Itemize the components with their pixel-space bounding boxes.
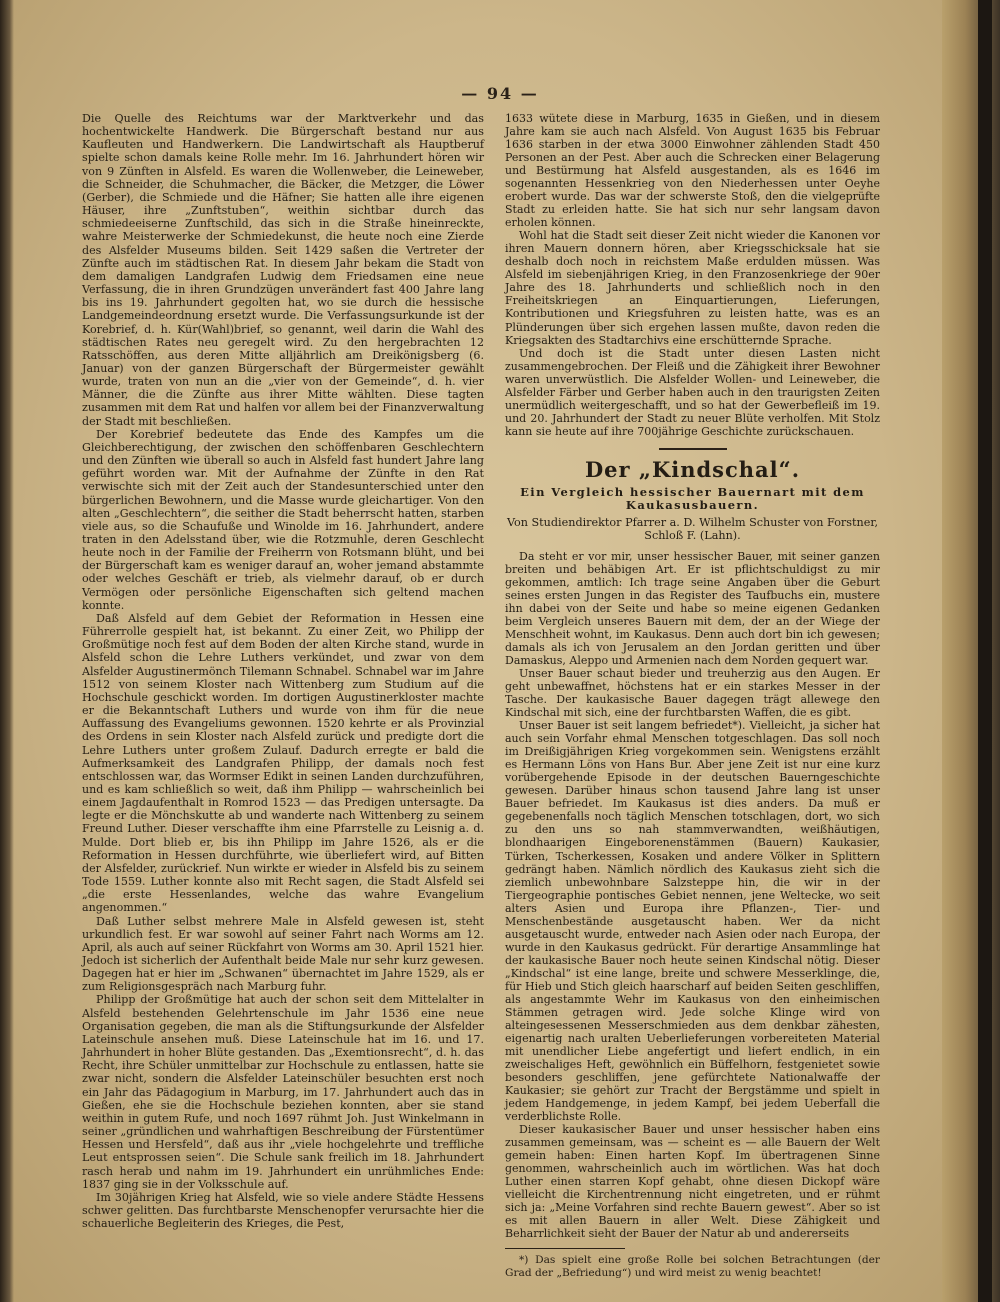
article-author: Von Studiendirektor Pfarrer a. D. Wilhelm Schuster von Forstner, Schloß F. (Lahn). bbox=[506, 515, 879, 543]
article-paragraph: Unser Bauer ist seit langem befriedet*). Vielleicht, ja sicher hat auch sein Vorfahr ehmal Menschen totgeschlagen. Das soll noch im Dreißigjährigen Krieg vorgekommen sein. Wenigstens erzählt es Hermann Löns von Hans Bur. Aber jene Zeit ist nur eine kurz vorübergehende Episode in der deutschen Bauerngeschichte gewesen. Darüber hinaus schon tausend Jahre lang ist unser Bauer befriedet. Im Kaukasus ist dies anders. Da muß er gegebenenfalls noch täglich Menschen totschlagen, dort, wo sich zu den uns so nah stammverwandten, weißhäutigen, blondhaarigen Eingeborenenstämmen (Bauern) Kaukasier, Türken, Tscherkessen, Kosaken und andere Völker in Splittern gedrängt haben. Nämlich nördlich des Kaukasus zieht sich die ziemlich unbewohnbare Salzsteppe hin, die wir in der Tiergeographie pontisches Gebiet nennen, jene Weltecke, wo seit alters Asien und Europa ihre Pflanzen-, Tier- und Menschenbestände ausgetauscht haben. Wer da nicht ausgetauscht wurde, entweder nach Asien oder nach Europa, der wurde in den Kaukasus gedrückt. Für derartige Ansammlinge hat der kaukasische Bauer noch heute seinen Kindschal nötig. Dieser „Kindschal“ ist eine lange, breite und schwere Messerklinge, die, für Hieb und Stich gleich haarscharf auf beiden Seiten geschliffen, als angestammte Wehr im Kaukasus von den einheimischen Stämmen getragen wird. Jede solche Klinge wird von alteingesessenen Messerschmieden aus dem denkbar zähesten, eigenartig nach uralten Ueberlieferungen vorbereiteten Material mit unendlicher Liebe angefertigt und liefert endlich, in ein zweischaliges Heft, gewöhnlich ein Büffelhorn, festgenietet sowie besonders geschliffen, jene gefürchtete Nationalwaffe der Kaukasier; sie gehört zur Tracht der Bergstämme und spielt in jedem Handgemenge, in jedem Kampf, bei jedem Ueberfall die verderblichste Rolle. bbox=[505, 719, 880, 1124]
right-column bbox=[505, 112, 880, 1280]
article-paragraph: Unser Bauer schaut bieder und treuherzig aus den Augen. Er geht unbewaffnet, höchstens hat er ein starkes Messer in der Tasche. Der kaukasische Bauer dagegen trägt allewege den Kindschal mit sich, eine der furchtbarsten Waffen, die es gibt. bbox=[505, 667, 880, 720]
left-column bbox=[82, 112, 484, 1230]
article-paragraph: Da steht er vor mir, unser hessischer Bauer, mit seiner ganzen breiten und behäbigen Art. Er ist pflichtschuldigst zu mir gekommen, amtlich: Ich trage seine Angaben über die Geburt seines ersten Jungen in das Register des Taufbuchs ein, mustere ihn dabei von der Seite und habe so meine eigenen Gedanken beim Vergleich unseres Bauern mit dem, der an der Wiege der Menschheit wohnt, im Kaukasus. Denn auch dort bin ich gewesen; damals als ich von Jerusalem an den Jordan geritten und über Damaskus, Aleppo und Armenien nach dem Norden gequert war. bbox=[505, 549, 880, 668]
paragraph: Wohl hat die Stadt seit dieser Zeit nicht wieder die Kanonen vor ihren Mauern donnern hören, aber Kriegsschicksale hat sie deshalb doch noch in reichstem Maße erdulden müssen. Was Alsfeld im siebenjährigen Krieg, in den Franzosenkriege der 90er Jahre des 18. Jahrhunderts und schließlich noch in den Freiheitskriegen an Einquartierungen, Lieferungen, Kontributionen und Kriegsfuhren zu leisten hatte, was es an Plünderungen über sich ergehen lassen mußte, davon reden die Kriegsakten des Stadtarchivs eine erschütternde Sprache. bbox=[505, 229, 880, 347]
page-binding-shadow bbox=[0, 0, 14, 1302]
article-separator-rule bbox=[659, 448, 727, 450]
paragraph: Der Korebrief bedeutete das Ende des Kampfes um die Gleichberechtigung, der zwischen den schöffenbaren Geschlechtern und den Zünften wie überall so auch in Alsfeld fast hundert Jahre lang geführt worden war. Mit der Aufnahme der Zünfte in den Rat verwischte sich mit der Zeit auch der Standesunterschied unter den bürgerlichen Bewohnern, und die Masse wurde gleichartiger. Von den alten „Geschlechtern“, die seither die Stadt beherrscht hatten, starben viele aus, so die Schaufuße und Winolde im 16. Jahrhundert, andere traten in den Adelsstand über, wie die Rotzmuhle, deren Geschlecht heute noch in der Familie der Freiherrn von Rotsmann blüht, und bei der Bürgerschaft kam es weniger darauf an, woher jemand abstammte oder welches Geschäft er trieb, als vielmehr darauf, ob er durch Vermögen oder persönliche Eigenschaften sich geltend machen konnte. bbox=[82, 427, 484, 612]
page-number: — 94 — bbox=[461, 84, 539, 103]
paragraph: Daß Alsfeld auf dem Gebiet der Reformation in Hessen eine Führerrolle gespielt hat, ist bekannt. Zu einer Zeit, wo Philipp der Großmütige noch fest auf dem Boden der alten Kirche stand, wurde in Alsfeld schon die Lehre Luthers verkündet, und zwar von dem Alsfelder Augustinermönch Tilemann Schnabel. Schnabel war im Jahre 1512 von seinem Kloster nach Wittenberg zum Studium auf die Hochschule geschickt worden. Im dortigen Augustinerkloster machte er die Bekanntschaft Luthers und wurde von ihm für die neue Auffassung des Evangeliums gewonnen. 1520 kehrte er als Provinzial des Ordens in sein Kloster nach Alsfeld zurück und predigte dort die Lehre Luthers unter großem Zulauf. Dadurch erregte er bald die Aufmerksamkeit des Landgrafen Philipp, der damals noch fest entschlossen war, das Wormser Edikt in seinen Landen durchzuführen, und es kam schließlich so weit, daß ihm Philipp — wahrscheinlich bei einem Jagdaufenthalt in Romrod 1523 — das Predigen untersagte. Da legte er die Mönchskutte ab und wanderte nach Wittenberg zu seinem Freund Luther. Dieser verschaffte ihm eine Pfarrstelle zu Leisnig a. d. Mulde. Dort blieb er, bis ihn Philipp im Jahre 1526, als er die Reformation in Hessen durchführte, wie überliefert wird, auf Bitten der Alsfelder, zurückrief. Nun wirkte er wieder in Alsfeld bis zu seinem Tode 1559. Luther konnte also mit Recht sagen, die Stadt Alsfeld sei „die erste Hessenlandes, welche das wahre Evangelium angenommen.“ bbox=[82, 611, 484, 915]
footnote: *) Das spielt eine große Rolle bei solchen Betrachtungen (der Grad der „Befriedung“) und wird meist zu wenig beachtet! bbox=[505, 1254, 880, 1280]
article-paragraph: Dieser kaukasischer Bauer und unser hessischer haben eins zusammen gemeinsam, was — scheint es — alle Bauern der Welt gemein haben: Einen harten Kopf. Im übertragenen Sinne genommen, wahrscheinlich auch im wörtlichen. Was hat doch Luther einen starren Kopf gehabt, ohne diesen Dickopf wäre vielleicht die Kirchentrennung nicht eingetreten, und er rühmt sich ja: „Meine Vorfahren sind rechte Bauern gewest“. Aber so ist es mit allen Bauern in aller Welt. Diese Zähigkeit und Beharrlichkeit sieht der Bauer der Natur ab und andererseits bbox=[505, 1123, 880, 1241]
paragraph: Und doch ist die Stadt unter diesen Lasten nicht zusammengebrochen. Der Fleiß und die Zähigkeit ihrer Bewohner waren unverwüstlich. Die Alsfelder Wollen- und Leineweber, die Alsfelder Färber und Gerber haben auch in den traurigsten Zeiten unermüdlich weitergeschafft, und so hat der Gewerbefleiß im 19. und 20. Jahrhundert der Stadt zu neuer Blüte verholfen. Mit Stolz kann sie heute auf ihre 700jährige Geschichte zurückschauen. bbox=[505, 346, 880, 438]
paragraph: Im 30jährigen Krieg hat Alsfeld, wie so viele andere Städte Hessens schwer gelitten. Das furchtbarste Menschenopfer verursachte hier die schauerliche Begleiterin des Krieges, die Pest, bbox=[82, 1190, 484, 1231]
paragraph: Daß Luther selbst mehrere Male in Alsfeld gewesen ist, steht urkundlich fest. Er war sowohl auf seiner Fahrt nach Worms am 12. April, als auch auf seiner Rückfahrt von Worms am 30. April 1521 hier. Jedoch ist sicherlich der Aufenthalt beide Male nur sehr kurz gewesen. Dagegen hat er hier im „Schwanen“ übernachtet im Jahre 1529, als er zum Religionsgespräch nach Marburg fuhr. bbox=[82, 914, 484, 994]
article-title: Der „Kindschal“. bbox=[584, 456, 801, 482]
page-right-edge bbox=[942, 0, 1000, 1302]
article-subtitle: Ein Vergleich hessischer Bauernart mit dem Kaukasusbauern. bbox=[520, 484, 865, 513]
paragraph: Philipp der Großmütige hat auch der schon seit dem Mittelalter in Alsfeld bestehenden Gelehrtenschule im Jahr 1536 eine neue Organisation gegeben, die man als die Stiftungsurkunde der Alsfelder Lateinschule ansehen muß. Diese Lateinschule hat im 16. und 17. Jahrhundert in hoher Blüte gestanden. Das „Exemtionsrecht“, d. h. das Recht, ihre Schüler unmittelbar zur Hochschule zu entlassen, hatte sie zwar nicht, sondern die Alsfelder Lateinschüler besuchten erst noch ein Jahr das Pädagogium in Marburg, im 17. Jahrhundert auch das in Gießen, ehe sie die Hochschule beziehen konnten, aber sie stand weithin in gutem Rufe, und noch 1697 rühmt Joh. Just Winkelmann in seiner „gründlichen und wahrhaftigen Beschreibung der Fürstentümer Hessen und Hersfeld“, daß aus ihr „viele hochgelehrte und treffliche Leut entsprossen seien“. Die Schule sank freilich im 18. Jahrhundert rasch herab und nahm im 19. Jahrhundert ein unrühmliches Ende: 1837 ging sie in der Volksschule auf. bbox=[82, 993, 484, 1191]
footnote-rule bbox=[505, 1248, 625, 1249]
paragraph: Die Quelle des Reichtums war der Marktverkehr und das hochentwickelte Handwerk. Die Bürgerschaft bestand nur aus Kaufleuten und Handwerkern. Die Landwirtschaft als Hauptberuf spielte schon damals keine Rolle mehr. Im 16. Jahrhundert hören wir von 9 Zünften in Alsfeld. Es waren die Wollenweber, die Leineweber, die Schneider, die Schuhmacher, die Bäcker, die Metzger, die Löwer (Gerber), die Schmiede und die Häfner; Sie hatten alle ihre eigenen Häuser, ihre „Zunftstuben“, weithin sichtbar durch das schmiedeeiserne Zunftschild, das sich in die Straße hineinreckte, wahre Meisterwerke der Schmiedekunst, die heute noch eine Zierde des Alsfelder Museums bilden. Seit 1429 saßen die Vertreter der Zünfte auch im städtischen Rat. In diesem Jahr bekam die Stadt von dem damaligen Landgrafen Ludwig dem Friedsamen eine neue Verfassung, die in ihren Grundzügen unverändert fast 400 Jahre lang bis ins 19. Jahrhundert gegolten hat, wo sie durch die hessische Landgemeindeordnung ersetzt wurde. Die Verfassungsurkunde ist der Korebrief, d. h. Kür(Wahl)brief, so genannt, weil darin die Wahl des städtischen Rates neu geregelt wird. Zu den hergebrachten 12 Ratsschöffen, aus deren Mitte alljährlich am Dreikönigsberg (6. Januar) von der ganzen Bürgerschaft der Bürgermeister gewählt wurde, traten von nun an die „vier von der Gemeinde“, d. h. vier Männer, die die Zünfte aus ihrer Mitte wählten. Diese tagten zusammen mit dem Rat und halfen vor allem bei der Finanzverwaltung der Stadt mit beschließen. bbox=[82, 112, 484, 428]
paragraph: 1633 wütete diese in Marburg, 1635 in Gießen, und in diesem Jahre kam sie auch nach Alsfeld. Von August 1635 bis Februar 1636 starben in der etwa 3000 Einwohner zählenden Stadt 450 Personen an der Pest. Aber auch die Schrecken einer Belagerung und Bestürmung hat Alsfeld ausgestanden, als es 1646 im sogenannten Hessenkrieg von den Niederhessen unter Oeyhe erobert wurde. Das war der schwerste Stoß, den die vielgeprüfte Stadt zu erleiden hatte. Sie hat sich nur sehr langsam davon erholen können. bbox=[505, 112, 880, 230]
